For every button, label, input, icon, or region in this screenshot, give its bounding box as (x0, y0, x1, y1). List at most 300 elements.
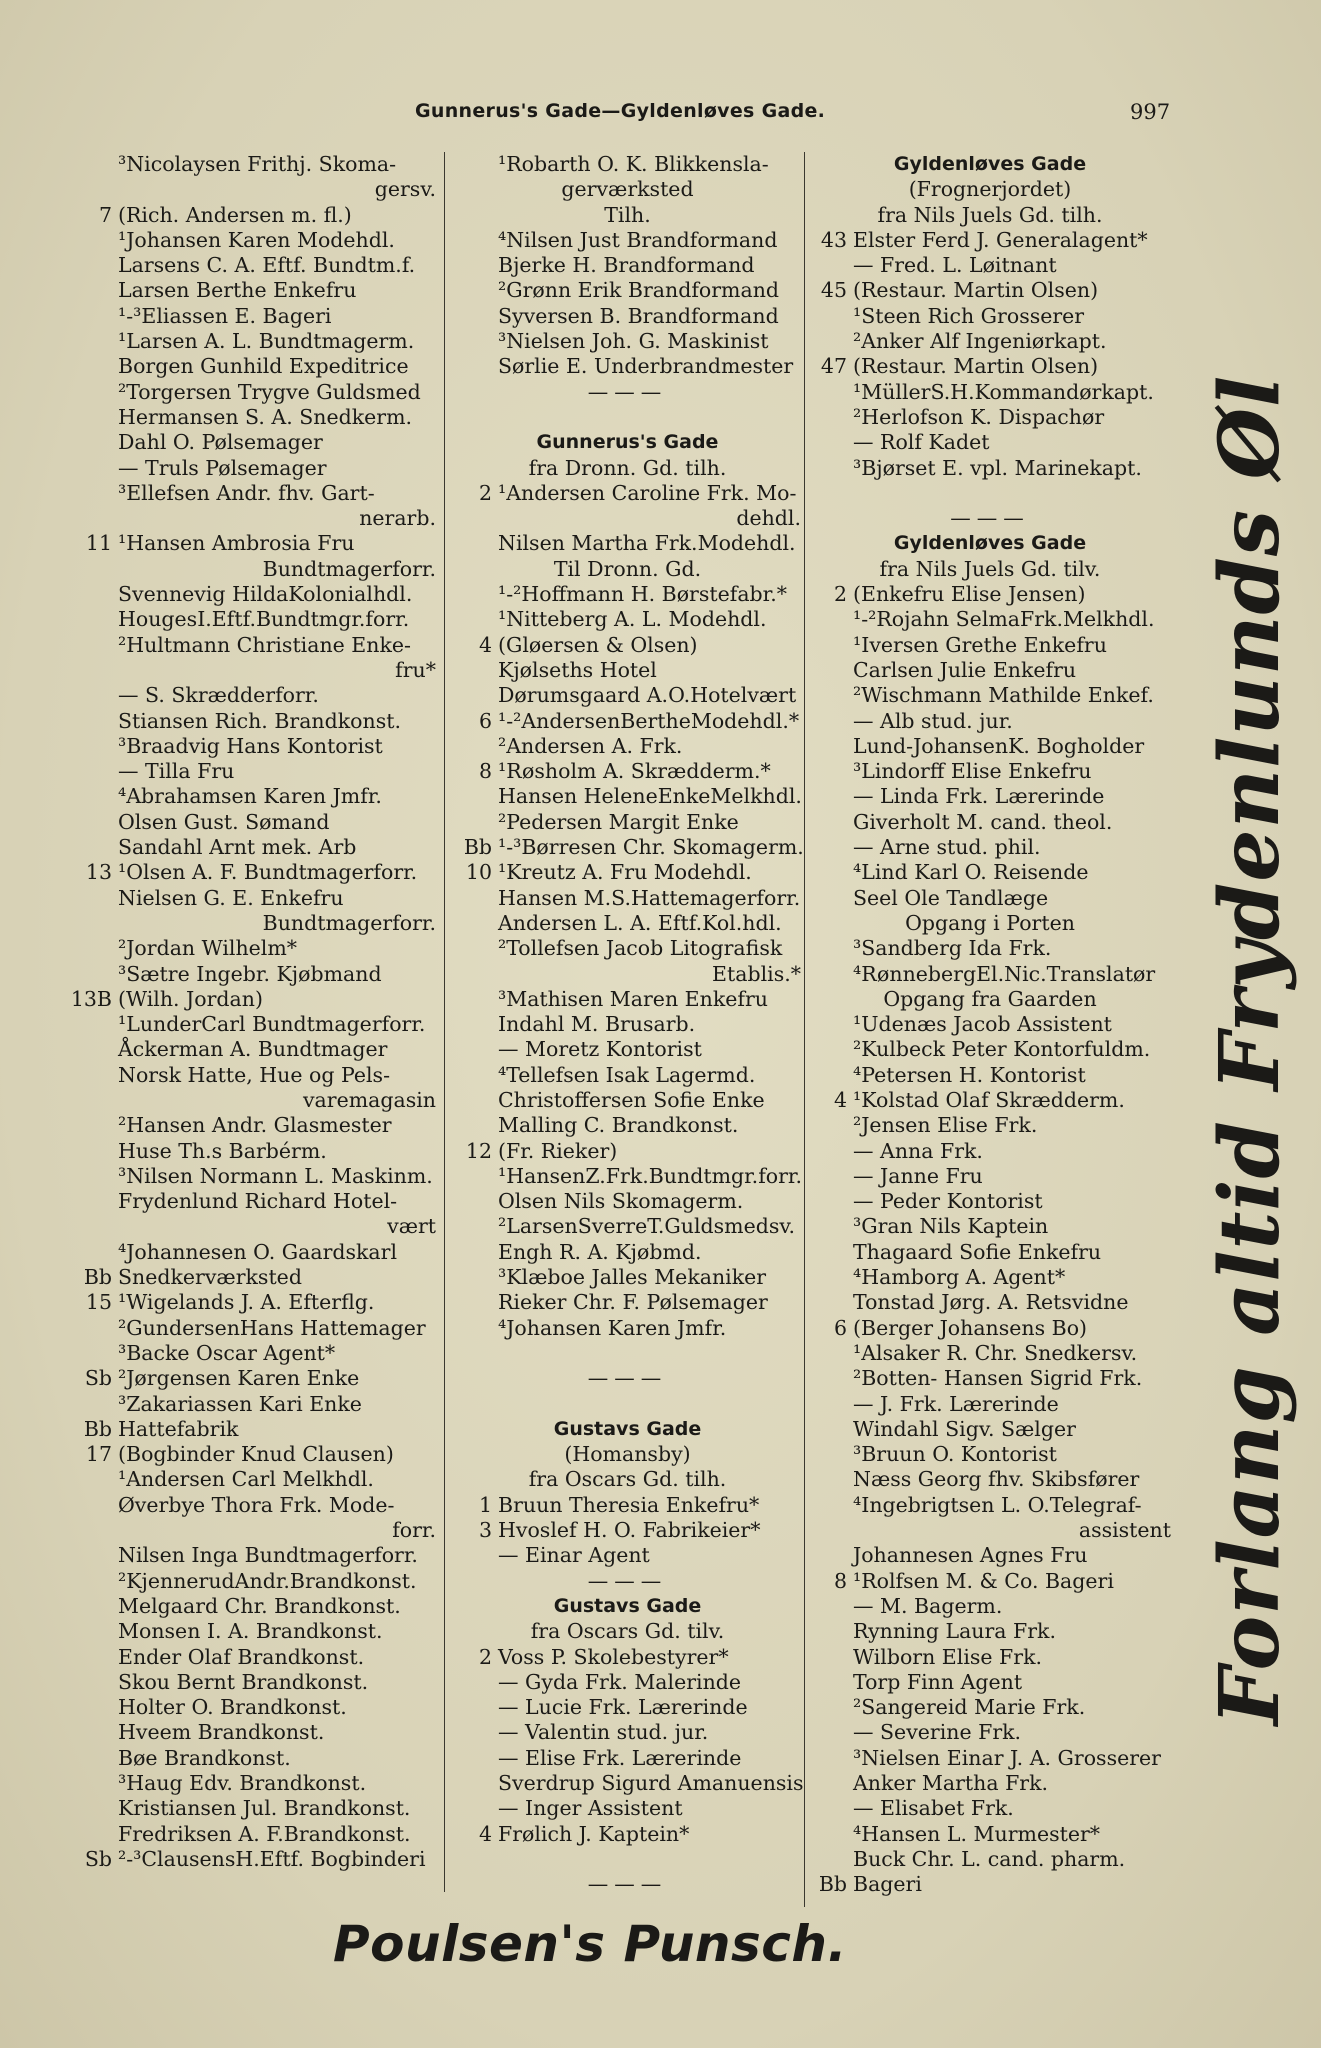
directory-entry (70, 1366, 440, 1391)
entry-text: ³Mathisen Maren Enkefru (498, 986, 768, 1011)
house-number: 13B (70, 986, 112, 1011)
directory-entry (70, 1164, 440, 1189)
directory-entry (70, 1063, 440, 1088)
entry-text: ⁴Hamborg A. Agent* (853, 1265, 1066, 1290)
entry-text: ²Tollefsen Jacob Litografisk (498, 936, 783, 961)
directory-entry (450, 304, 805, 329)
directory-entry (805, 152, 1175, 177)
directory-entry (805, 557, 1175, 582)
directory-entry (450, 582, 805, 607)
entry-text: ⁴Johannesen O. Gaardskarl (118, 1239, 398, 1264)
directory-entry (70, 430, 440, 455)
directory-entry (70, 962, 440, 987)
directory-entry (70, 304, 440, 329)
directory-entry (805, 1139, 1175, 1164)
entry-text: fra Oscars Gd. tilv. (530, 1619, 725, 1644)
entry-text: ¹LunderCarl Bundtmagerforr. (118, 1012, 426, 1037)
entry-text: ³Gran Nils Kaptein (853, 1214, 1049, 1239)
entry-text: ¹Alsaker R. Chr. Snedkersv. (853, 1340, 1138, 1365)
directory-entry (805, 380, 1175, 405)
directory-entry (450, 784, 805, 809)
entry-text: ³Nilsen Normann L. Maskinm. (118, 1163, 433, 1188)
directory-entry (70, 1189, 440, 1214)
entry-text: Indahl M. Brusarb. (498, 1012, 696, 1037)
directory-entry (805, 1543, 1175, 1568)
directory-entry (70, 1417, 440, 1442)
directory-entry (450, 1771, 805, 1796)
entry-text: ²KjennerudAndr.Brandkonst. (118, 1568, 417, 1593)
entry-text: Norsk Hatte, Hue og Pels- (118, 1062, 390, 1087)
directory-entry (70, 1467, 440, 1492)
directory-entry (805, 1265, 1175, 1290)
house-number: 4 (478, 1821, 492, 1846)
entry-text: ²Jensen Elise Frk. (853, 1113, 1038, 1138)
entry-text: Ender Olaf Brandkonst. (118, 1644, 365, 1669)
house-number: 6 (833, 1315, 847, 1340)
directory-entry (70, 405, 440, 430)
street-heading: Gyldenløves Gade (893, 153, 1087, 175)
directory-entry (805, 456, 1175, 481)
entry-text: Til Dronn. Gd. (553, 556, 702, 581)
directory-entry (805, 203, 1175, 228)
entry-text: — Alb stud. jur. (853, 708, 1013, 733)
directory-entry (450, 709, 805, 734)
directory-entry (70, 1720, 440, 1745)
page-header (0, 100, 1321, 140)
entry-text: Rynning Laura Frk. (853, 1619, 1056, 1644)
directory-entry (70, 1341, 440, 1366)
directory-entry (70, 633, 440, 658)
directory-entry (450, 1518, 805, 1543)
entry-text: Bøe Brandkonst. (118, 1745, 291, 1770)
directory-entry (805, 1695, 1175, 1720)
entry-text: Olsen Nils Skomagerm. (498, 1189, 744, 1214)
entry-text: — Elisabet Frk. (853, 1796, 1014, 1821)
entry-text: Snedkerværksted (118, 1265, 302, 1290)
column-divider-1 (444, 152, 445, 1892)
entry-text: Windahl Sigv. Sælger (853, 1416, 1076, 1441)
entry-text: — S. Skrædderforr. (118, 683, 319, 708)
directory-entry (450, 380, 805, 405)
directory-entry (70, 506, 440, 531)
entry-text: Voss P. Skolebestyrer* (498, 1644, 729, 1669)
directory-entry (805, 607, 1175, 632)
entry-text: ⁴Tellefsen Isak Lagermd. (498, 1062, 756, 1087)
house-number: Bb (463, 835, 492, 860)
house-number: 8 (833, 1568, 847, 1593)
directory-entry (805, 1594, 1175, 1619)
directory-entry (70, 1316, 440, 1341)
directory-entry (70, 987, 440, 1012)
house-number: 4 (478, 632, 492, 657)
entry-text: ¹Rolfsen M. & Co. Bageri (853, 1568, 1114, 1593)
entry-text: Borgen Gunhild Expeditrice (118, 354, 409, 379)
entry-text: ¹Iversen Grethe Enkefru (853, 632, 1107, 657)
entry-text: Huse Th.s Barbérm. (118, 1138, 327, 1163)
entry-text: Bundtmagerforr. (262, 556, 436, 581)
directory-entry (450, 278, 805, 303)
directory-entry (70, 1670, 440, 1695)
entry-text: Dahl O. Pølsemager (118, 430, 323, 455)
entry-text: — Arne stud. phil. (853, 835, 1041, 860)
directory-entry (450, 329, 805, 354)
directory-entry (805, 784, 1175, 809)
entry-text: (Gløersen & Olsen) (498, 632, 698, 657)
entry-text: Nilsen Martha Frk.Modehdl. (498, 531, 796, 556)
directory-entry (450, 1822, 805, 1847)
directory-entry (805, 658, 1175, 683)
entry-text: Johannesen Agnes Fru (853, 1543, 1088, 1568)
entry-text: Tonstad Jørg. A. Retsvidne (853, 1290, 1129, 1315)
directory-entry (450, 405, 805, 430)
directory-entry (805, 962, 1175, 987)
entry-text: (Wilh. Jordan) (118, 986, 263, 1011)
entry-text: ³Klæboe Jalles Mekaniker (498, 1265, 767, 1290)
entry-text: — Elise Frk. Lærerinde (498, 1745, 742, 1770)
directory-entry (70, 177, 440, 202)
entry-text: ³Nielsen Joh. G. Maskinist (498, 329, 769, 354)
directory-entry (450, 203, 805, 228)
entry-text: ²Pedersen Margit Enke (498, 809, 739, 834)
house-number: 15 (85, 1290, 112, 1315)
house-number: 13 (85, 860, 112, 885)
directory-entry (450, 1720, 805, 1745)
entry-text: Seel Ole Tandlæge (853, 885, 1049, 910)
directory-entry (805, 1796, 1175, 1821)
entry-text: — Anna Frk. (853, 1138, 983, 1163)
entry-text: ²Herlofson K. Dispachør (853, 404, 1105, 429)
directory-entry (70, 709, 440, 734)
entry-text: Andersen L. A. Eftf.Kol.hdl. (498, 910, 782, 935)
house-number: 2 (478, 1644, 492, 1669)
entry-text: — Fred. L. Løitnant (853, 253, 1057, 278)
directory-entry (70, 734, 440, 759)
entry-text: ¹-²Rojahn SelmaFrk.Melkhdl. (853, 607, 1155, 632)
section-separator: ——— (587, 1872, 668, 1897)
entry-text: ³Braadvig Hans Kontorist (118, 733, 383, 758)
entry-text: Wilborn Elise Frk. (853, 1644, 1043, 1669)
directory-entry (70, 860, 440, 885)
section-separator: ——— (950, 506, 1030, 531)
entry-text: Buck Chr. L. cand. pharm. (853, 1846, 1126, 1871)
directory-entry (805, 1569, 1175, 1594)
directory-entry (805, 734, 1175, 759)
directory-entry (805, 810, 1175, 835)
sidebar-advertisement (1185, 374, 1315, 1726)
entry-text: Sverdrup Sigurd Amanuensis (498, 1771, 804, 1795)
entry-text: — Truls Pølsemager (118, 455, 327, 480)
directory-entry (805, 1316, 1175, 1341)
entry-text: — Einar Agent (498, 1543, 650, 1568)
entry-text: ¹Wigelands J. A. Efterflg. (118, 1290, 375, 1315)
entry-text: ⁴Johansen Karen Jmfr. (498, 1315, 727, 1340)
house-number: 7 (98, 202, 112, 227)
directory-entry (805, 253, 1175, 278)
directory-entry (805, 1088, 1175, 1113)
directory-entry (70, 1543, 440, 1568)
directory-entry (70, 1139, 440, 1164)
directory-entry (70, 1594, 440, 1619)
entry-text: ¹Johansen Karen Modehdl. (118, 227, 395, 252)
entry-text: Skou Bernt Brandkonst. (118, 1669, 369, 1694)
directory-entry (70, 329, 440, 354)
street-heading: Gyldenløves Gade (893, 532, 1087, 555)
page-number: 997 (1130, 100, 1171, 124)
directory-entry (70, 810, 440, 835)
entry-text: ⁴Petersen H. Kontorist (853, 1062, 1086, 1087)
house-number: Bb (818, 1872, 847, 1897)
entry-text: dehdl. (736, 506, 801, 531)
entry-text: fra Dronn. Gd. tilh. (528, 455, 727, 480)
directory-entry (805, 911, 1175, 936)
entry-text: ¹-³Børresen Chr. Skomagerm. (498, 835, 804, 860)
directory-entry (805, 1063, 1175, 1088)
directory-entry (805, 531, 1175, 556)
directory-entry (450, 1872, 805, 1897)
house-number: 43 (820, 227, 847, 252)
house-number: 6 (478, 708, 492, 733)
directory-entry (450, 1543, 805, 1568)
entry-text: ³Bjørset E. vpl. Marinekapt. (853, 455, 1142, 480)
directory-entry (70, 481, 440, 506)
entry-text: ⁴Hansen L. Murmester* (853, 1821, 1101, 1846)
directory-entry (450, 962, 805, 987)
street-heading: Gustavs Gade (553, 1594, 702, 1617)
directory-entry (70, 1822, 440, 1847)
entry-text: ⁴RønnebergEl.Nic.Translatør (853, 961, 1156, 986)
directory-entry (70, 1569, 440, 1594)
entry-text: Elster Ferd J. Generalagent* (853, 227, 1148, 252)
entry-text: — Gyda Frk. Malerinde (498, 1669, 742, 1694)
entry-text: Åckerman A. Bundtmager (118, 1037, 388, 1062)
entry-text: ¹Andersen Carl Melkhdl. (118, 1467, 374, 1492)
directory-entry (450, 1037, 805, 1062)
directory-entry (450, 1189, 805, 1214)
entry-text: Bruun Theresia Enkefru* (498, 1492, 760, 1517)
entry-text: Malling C. Brandkonst. (498, 1113, 739, 1138)
entry-text: Olsen Gust. Sømand (118, 809, 330, 834)
directory-entry (70, 1771, 440, 1796)
entry-text: Øverbye Thora Frk. Mode- (118, 1492, 395, 1517)
directory-entry (450, 987, 805, 1012)
directory-entry (450, 1316, 805, 1341)
directory-entry (450, 1569, 805, 1594)
entry-text: ¹Kreutz A. Fru Modehdl. (498, 860, 752, 885)
directory-entry (805, 1645, 1175, 1670)
house-number: 4 (833, 1087, 847, 1112)
entry-text: Engh R. A. Kjøbmd. (498, 1239, 702, 1264)
column-1 (70, 152, 440, 1872)
directory-entry (70, 835, 440, 860)
entry-text: Hansen M.S.Hattemagerforr. (498, 885, 801, 910)
directory-entry (450, 1214, 805, 1239)
entry-text: ⁴Nilsen Just Brandformand (498, 227, 778, 252)
entry-text: — M. Bagerm. (853, 1593, 1003, 1618)
directory-entry (450, 481, 805, 506)
section-separator: ——— (587, 379, 668, 404)
entry-text: Kjølseths Hotel (498, 657, 657, 682)
entry-text: — Tilla Fru (118, 759, 235, 784)
entry-text: (Restaur. Martin Olsen) (853, 278, 1099, 303)
entry-text: ⁴Abrahamsen Karen Jmfr. (118, 784, 382, 809)
house-number: Bb (83, 1416, 112, 1441)
directory-entry (450, 1467, 805, 1492)
entry-text: Giverholt M. cand. theol. (853, 809, 1113, 834)
entry-text: varemagasin (302, 1087, 436, 1112)
entry-text: ²GundersenHans Hattemager (118, 1315, 426, 1340)
directory-entry (450, 1493, 805, 1518)
house-number: 3 (478, 1518, 492, 1543)
directory-entry (805, 1720, 1175, 1745)
directory-entry (70, 886, 440, 911)
entry-text: ³Sætre Ingebr. Kjøbmand (118, 961, 382, 986)
directory-entry (70, 658, 440, 683)
directory-entry (450, 177, 805, 202)
entry-text: Frølich J. Kaptein* (498, 1821, 690, 1846)
entry-text: Tilh. (604, 202, 651, 227)
directory-entry (805, 633, 1175, 658)
directory-entry (805, 582, 1175, 607)
directory-entry (70, 380, 440, 405)
entry-text: ²Hansen Andr. Glasmester (118, 1113, 392, 1138)
street-heading: Gunnerus's Gade (536, 431, 719, 454)
entry-text: ³Bruun O. Kontorist (853, 1442, 1057, 1467)
directory-entry (70, 1442, 440, 1467)
column-2 (450, 152, 805, 1897)
directory-entry (70, 1695, 440, 1720)
entry-text: ²Botten- Hansen Sigrid Frk. (853, 1366, 1143, 1391)
entry-text: forr. (392, 1518, 436, 1543)
entry-text: Hattefabrik (118, 1416, 239, 1441)
directory-entry (70, 1088, 440, 1113)
entry-text: Nilsen Inga Bundtmagerforr. (118, 1543, 418, 1568)
directory-entry (805, 354, 1175, 379)
directory-entry (805, 1670, 1175, 1695)
directory-entry (805, 1012, 1175, 1037)
entry-text: (Frognerjordet) (908, 177, 1072, 202)
directory-entry (450, 683, 805, 708)
entry-text: ³Sandberg Ida Frk. (853, 936, 1052, 961)
directory-entry (450, 253, 805, 278)
directory-entry (805, 405, 1175, 430)
entry-text: Opgang fra Gaarden (883, 986, 1097, 1011)
directory-entry (450, 430, 805, 455)
directory-entry (805, 506, 1175, 531)
directory-entry (70, 1796, 440, 1821)
entry-text: — Inger Assistent (498, 1796, 683, 1821)
entry-text: ³Nielsen Einar J. A. Grosserer (853, 1745, 1161, 1770)
entry-text: vært (387, 1214, 436, 1239)
entry-text: ³Lindorff Elise Enkefru (853, 759, 1092, 784)
directory-entry (70, 354, 440, 379)
directory-entry (450, 911, 805, 936)
entry-text: Holter O. Brandkonst. (118, 1695, 347, 1720)
directory-entry (805, 1619, 1175, 1644)
house-number: Sb (84, 1846, 112, 1871)
entry-text: ²Grønn Erik Brandformand (498, 278, 780, 303)
entry-text: Nielsen G. E. Enkefru (118, 885, 344, 910)
entry-text: — Peder Kontorist (853, 1189, 1043, 1214)
entry-text: ¹HansenZ.Frk.Bundtmgr.forr. (498, 1163, 802, 1188)
directory-entry (805, 1164, 1175, 1189)
directory-entry (450, 1594, 805, 1619)
directory-entry (805, 860, 1175, 885)
entry-text: Rieker Chr. F. Pølsemager (498, 1290, 768, 1315)
directory-entry (805, 1417, 1175, 1442)
entry-text: Christoffersen Sofie Enke (498, 1087, 765, 1112)
entry-text: fra Oscars Gd. tilh. (528, 1467, 727, 1492)
directory-entry (450, 531, 805, 556)
directory-entry (805, 1113, 1175, 1138)
directory-entry (450, 1442, 805, 1467)
directory-entry (805, 1037, 1175, 1062)
directory-entry (70, 557, 440, 582)
directory-entry (805, 430, 1175, 455)
directory-entry (450, 1619, 805, 1644)
entry-text: — Severine Frk. (853, 1720, 1022, 1745)
directory-entry (805, 1290, 1175, 1315)
directory-entry (70, 1746, 440, 1771)
entry-text: Anker Martha Frk. (853, 1771, 1049, 1795)
directory-entry (805, 1214, 1175, 1239)
directory-entry (450, 835, 805, 860)
directory-entry (450, 1265, 805, 1290)
entry-text: ²Jordan Wilhelm* (118, 936, 298, 961)
directory-entry (450, 860, 805, 885)
entry-text: Melgaard Chr. Brandkonst. (118, 1593, 401, 1618)
directory-entry (70, 203, 440, 228)
directory-entry (450, 1670, 805, 1695)
house-number: 1 (478, 1492, 492, 1517)
house-number: 8 (478, 759, 492, 784)
entry-text: ¹MüllerS.H.Kommandørkapt. (853, 379, 1154, 404)
entry-text: (Restaur. Martin Olsen) (853, 354, 1099, 379)
directory-entry (70, 1619, 440, 1644)
directory-entry (805, 1746, 1175, 1771)
directory-entry (805, 835, 1175, 860)
entry-text: Carlsen Julie Enkefru (853, 657, 1077, 682)
entry-text: Sandahl Arnt mek. Arb (118, 835, 357, 860)
entry-text: ¹Larsen A. L. Bundtmagerm. (118, 329, 415, 354)
directory-entry (450, 228, 805, 253)
directory-entry (450, 607, 805, 632)
entry-text: ¹Olsen A. F. Bundtmagerforr. (118, 860, 418, 885)
directory-entry (70, 228, 440, 253)
entry-text: ¹Andersen Caroline Frk. Mo- (498, 480, 797, 505)
entry-text: ²LarsenSverreT.Guldsmedsv. (498, 1214, 796, 1239)
directory-entry (450, 557, 805, 582)
entry-text: ³Haug Edv. Brandkonst. (118, 1771, 367, 1795)
entry-text: (Berger Johansens Bo) (853, 1315, 1088, 1340)
directory-entry (70, 1392, 440, 1417)
directory-entry (450, 1417, 805, 1442)
entry-text: Kristiansen Jul. Brandkonst. (118, 1796, 411, 1821)
directory-entry (70, 1847, 440, 1872)
directory-entry (70, 1037, 440, 1062)
directory-entry (805, 1467, 1175, 1492)
directory-entry (805, 1872, 1175, 1897)
entry-text: Hermansen S. A. Snedkerm. (118, 404, 413, 429)
directory-entry (70, 607, 440, 632)
entry-text: Etablis.* (712, 961, 801, 986)
entry-text: fra Nils Juels Gd. tilv. (879, 556, 1101, 581)
directory-entry (70, 1518, 440, 1543)
entry-text: ²Jørgensen Karen Enke (118, 1366, 360, 1391)
running-head: Gunnerus's Gade—Gyldenløves Gade. (415, 100, 826, 122)
directory-entry (450, 456, 805, 481)
directory-entry (70, 152, 440, 177)
entry-text: Dørumsgaard A.O.Hotelvært (498, 683, 797, 708)
